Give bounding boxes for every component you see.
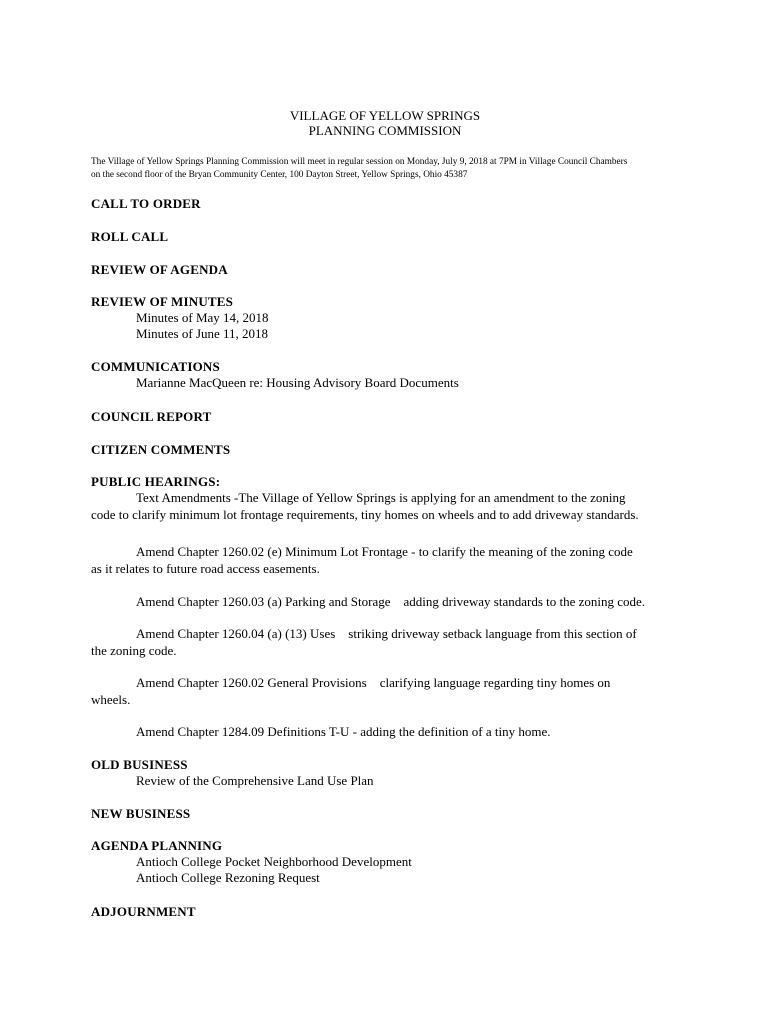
section-heading: CITIZEN COMMENTS	[91, 442, 231, 457]
title-line-1: VILLAGE OF YELLOW SPRINGS	[289, 108, 481, 123]
section-heading: ROLL CALL	[91, 229, 169, 244]
hearing-paragraph	[91, 625, 691, 659]
hearing-paragraph	[91, 674, 691, 708]
hearing-paragraph	[91, 489, 691, 523]
meeting-notice-line-1: The Village of Yellow Springs Planning Commission will meet in regular session on Monday, July 9, 2018 at 7PM in Village Council Chambers	[91, 157, 628, 167]
section-heading: NEW BUSINESS	[91, 806, 191, 821]
paragraph-line: Amend Chapter 1260.02 (e) Minimum Lot Frontage - to clarify the meaning of the zoning code	[136, 544, 633, 559]
list-item: Minutes of June 11, 2018	[136, 326, 269, 341]
paragraph-line: code to clarify minimum lot frontage requirements, tiny homes on wheels and to add driveway standards.	[91, 507, 639, 522]
section-roll-call	[91, 229, 168, 245]
section-call-to-order	[91, 196, 201, 212]
paragraph-line: Amend Chapter 1260.02 General Provisions clarifying language regarding tiny homes on	[136, 675, 611, 690]
section-old-business	[91, 757, 374, 789]
hearing-paragraph	[91, 723, 691, 740]
title-line-2: PLANNING COMMISSION	[308, 123, 462, 138]
hearing-paragraph	[91, 593, 691, 610]
section-heading: COUNCIL REPORT	[91, 409, 212, 424]
section-new-business	[91, 806, 190, 822]
section-review-agenda	[91, 262, 228, 278]
section-heading: REVIEW OF MINUTES	[91, 294, 234, 309]
section-heading: OLD BUSINESS	[91, 757, 188, 772]
list-item: Marianne MacQueen re: Housing Advisory Board Documents	[136, 375, 459, 390]
section-heading: PUBLIC HEARINGS:	[91, 474, 221, 489]
meeting-notice-line-2: on the second floor of the Bryan Community Center, 100 Dayton Street, Yellow Springs, Ohio 45387	[91, 170, 468, 180]
section-heading: COMMUNICATIONS	[91, 359, 220, 374]
section-heading: REVIEW OF AGENDA	[91, 262, 228, 277]
document-title	[0, 108, 770, 138]
section-heading: ADJOURNMENT	[91, 904, 196, 919]
paragraph-line: Amend Chapter 1260.04 (a) (13) Uses striking driveway setback language from this section of	[136, 626, 637, 641]
section-council-report	[91, 409, 211, 425]
meeting-notice	[91, 156, 691, 182]
paragraph-line: Text Amendments -The Village of Yellow Springs is applying for an amendment to the zoning	[136, 490, 626, 505]
section-communications	[91, 359, 459, 391]
section-agenda-planning	[91, 838, 412, 886]
section-citizen-comments	[91, 442, 230, 458]
section-heading: CALL TO ORDER	[91, 196, 201, 211]
section-adjournment	[91, 904, 196, 920]
paragraph-line: wheels.	[91, 692, 131, 707]
section-public-hearings	[91, 474, 220, 490]
list-item: Review of the Comprehensive Land Use Plan	[136, 773, 374, 788]
hearing-paragraph	[91, 543, 691, 577]
section-heading: AGENDA PLANNING	[91, 838, 223, 853]
list-item: Antioch College Rezoning Request	[136, 870, 320, 885]
paragraph-line: Amend Chapter 1260.03 (a) Parking and Storage adding driveway standards to the zoning code.	[136, 594, 646, 609]
section-review-minutes	[91, 294, 269, 342]
paragraph-line: the zoning code.	[91, 643, 177, 658]
paragraph-line: as it relates to future road access easements.	[91, 561, 320, 576]
paragraph-line: Amend Chapter 1284.09 Definitions T-U - adding the definition of a tiny home.	[136, 724, 551, 739]
list-item: Minutes of May 14, 2018	[136, 310, 269, 325]
list-item: Antioch College Pocket Neighborhood Development	[136, 854, 412, 869]
